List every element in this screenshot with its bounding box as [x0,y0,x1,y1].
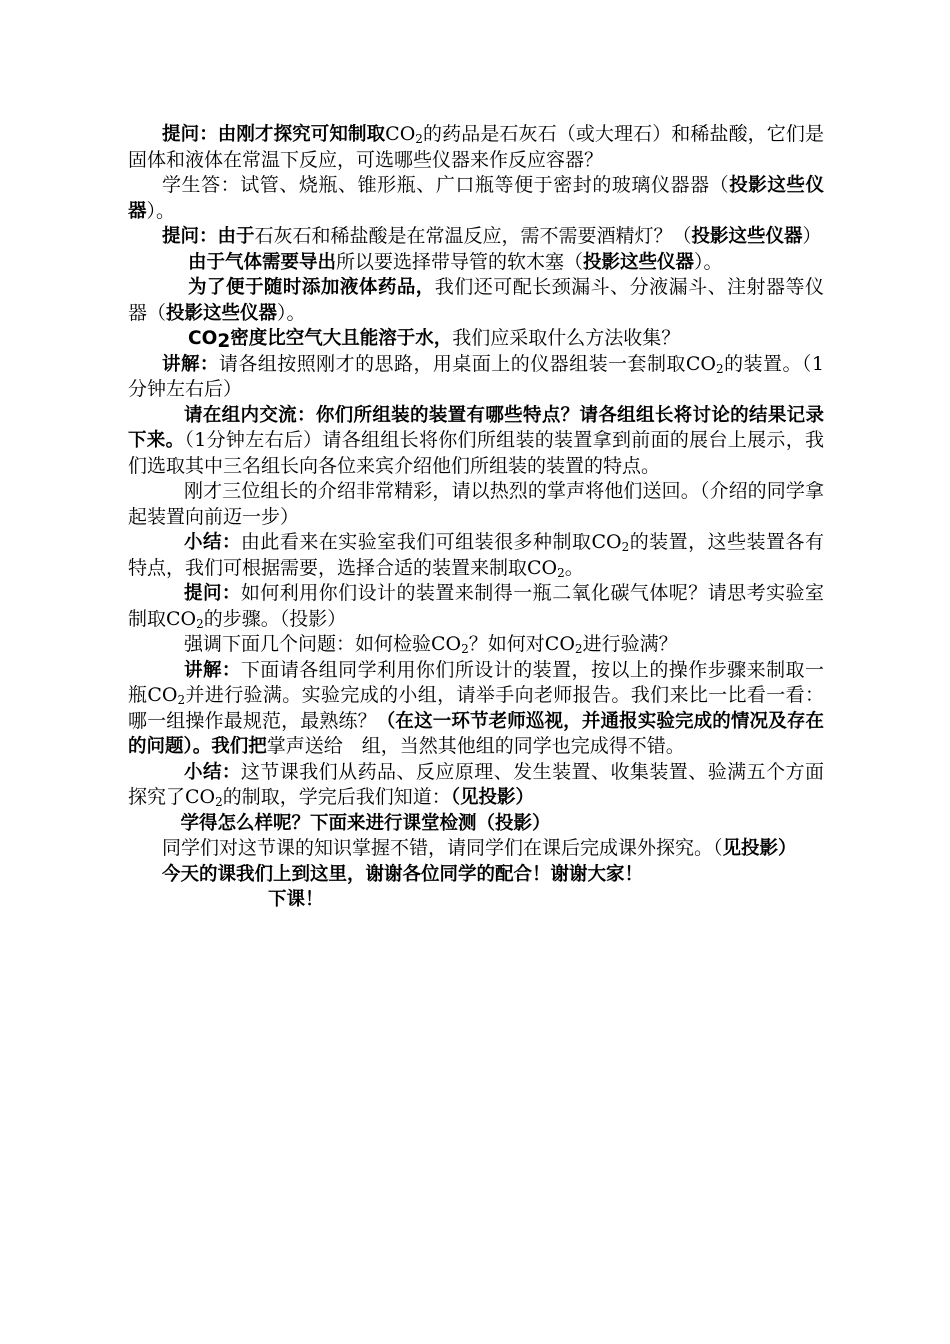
text: 我们还可配长颈漏斗、分液漏斗、注射器等仪器（ [128,276,824,324]
bold-text: 请在组内交流：你们所组装的装置有哪些特点？请各组组长将讨论的结果记录下来。 [128,404,824,451]
text: ） [802,225,822,247]
text: 进行验满？ [582,633,678,655]
bold-text: 密度比空气大且能溶于水， [230,328,453,349]
text: 下面请各组同学利用你们所设计的装置，按以上的操作步骤来制取一瓶 [128,658,824,706]
paragraph [128,275,824,326]
text: 的装置，这些装置各有特点，我们可根据需要，选择合适的装置来制取 [128,531,824,579]
bold-text: 今天的课我们上到这里，谢谢各位同学的配合！谢谢大家！ [162,863,644,885]
paragraph [128,658,824,760]
text: 所以要选择带导管的软木塞（ [336,250,584,273]
text: 的步骤。（投影） [203,607,347,630]
bold-text: 投影这些仪器 [691,226,803,247]
paragraph [128,836,824,862]
text: CO [685,352,716,375]
text: CO [385,123,416,145]
text: 并进行验满。实验完成的小组，请举手向老师报告。我们来比一比看一看：哪一组操作最规范，最熟练？ [128,684,824,732]
paragraph [128,811,824,837]
paragraph [128,224,824,250]
text: CO [591,531,622,553]
bold-text: （在这一环节老师巡视，并通报实验完成的情况及存在的问题）。我们把 [128,710,824,757]
paragraph [128,326,824,352]
bold-text: 投影这些仪器 [128,175,824,222]
paragraph [128,632,824,658]
bold-text: 讲解： [184,659,241,681]
paragraph [128,862,824,888]
paragraph [128,479,824,530]
bold-text: 见投影） [722,838,797,859]
subscript: 2 [215,795,223,809]
text: ）。 [694,250,723,273]
text: 我们应采取什么方法收集？ [452,327,681,349]
text: CO [527,556,558,579]
bold-text: 为了便于随时添加液体药品， [188,277,435,298]
paragraph [128,887,824,913]
text: CO [166,607,197,630]
paragraph [128,173,824,224]
subscript: 2 [196,616,204,631]
subscript: 2 [461,642,469,656]
bold-text: 投影这些仪器 [166,302,278,324]
bold-text: 提问： [184,583,241,604]
text: 同学们对这节课的知识掌握不错，请同学们在课后完成课外探究。（ [162,837,723,859]
text: CO [544,633,575,655]
text: ）。 [146,199,176,222]
paragraph [128,581,824,632]
text: 掌声送给 组，当然其他组的同学也完成得不错。 [266,735,685,757]
text: 石灰石和稀盐酸是在常温反应，需不需要酒精灯？（ [254,225,692,247]
text: ）。 [277,301,306,324]
text: （1分钟左右后）请各组组长将你们所组装的装置拿到前面的展台上展示，我们选取其中三名组长向各位来宾介绍他们所组装的装置的特点。 [128,429,824,477]
bold-text: 投影这些仪器 [583,251,695,273]
text: 如何利用你们设计的装置来制得一瓶二氧化碳气体呢？请思考实验室制取 [128,582,824,630]
subscript: 2 [217,331,231,352]
text: 这节课我们从药品、反应原理、发生装置、收集装置、验满五个方面探究了 [128,760,824,808]
text: 的装置。（1分钟左右后） [128,352,824,400]
subscript: 2 [177,693,186,707]
subscript: 2 [621,540,630,554]
paragraph [128,403,824,480]
text: CO [147,684,178,706]
bold-text: 学得怎么样呢？下面来进行课堂检测（投影） [162,812,551,834]
bold-text: 下课！ [268,889,324,910]
paragraph [128,352,824,403]
document-page [128,122,824,913]
text: 的制取，学完后我们知道： [222,786,451,808]
paragraph [128,760,824,811]
subscript: 2 [415,132,423,146]
paragraph [128,250,824,276]
text: CO [185,786,216,808]
subscript: 2 [716,361,724,376]
text: 学生答：试管、烧瓶、锥形瓶、广口瓶等便于密封的玻璃仪器器（ [162,174,730,196]
bold-text: 提问：由于 [162,226,255,247]
text: 。 [564,556,584,579]
text: ？如何对 [468,633,545,655]
text: 刚才三位组长的介绍非常精彩，请以热烈的掌声将他们送回。（介绍的同学拿起装置向前迈一步） [128,480,824,528]
text: 由此看来在实验室我们可组装很多种制取 [240,531,592,553]
bold-text: 提问：由刚才探究可知制取 [162,124,386,145]
paragraph [128,530,824,581]
bold-text: CO [188,328,218,349]
bold-text: （见投影） [450,787,535,808]
paragraph [128,122,824,173]
text: CO [431,633,462,655]
bold-text: 讲解： [162,353,219,375]
bold-text: 小结： [184,532,241,553]
text: 请各组按照刚才的思路，用桌面上的仪器组装一套制取 [218,352,686,375]
subscript: 2 [557,565,565,580]
text: 的药品是石灰石（或大理石）和稀盐酸，它们是固体和液体在常温下反应，可选哪些仪器来作反应容器？ [128,123,824,171]
subscript: 2 [574,642,583,656]
bold-text: 由于气体需要导出 [188,251,337,273]
bold-text: 小结： [184,761,241,783]
text: 强调下面几个问题：如何检验 [184,633,432,655]
